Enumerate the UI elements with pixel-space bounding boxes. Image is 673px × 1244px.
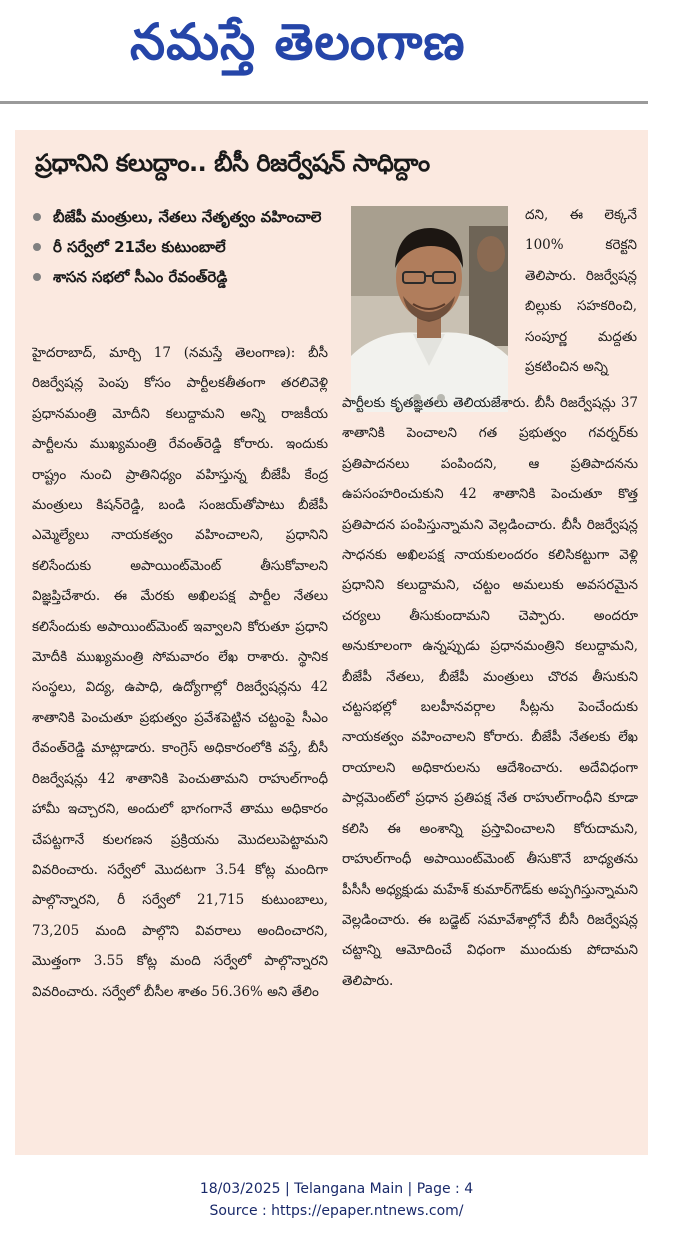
bullet-dot-icon: [33, 213, 41, 221]
footer-source-line: Source : https://epaper.ntnews.com/: [209, 1203, 464, 1219]
summary-bullet: [29, 262, 329, 292]
masthead-rule: [0, 101, 648, 104]
bullet-dot-icon: [33, 243, 41, 251]
summary-bullet: [29, 232, 329, 262]
footer-date-line: 18/03/2025 | Telangana Main | Page : 4: [199, 1181, 474, 1197]
article-headline: ప్రధానిని కలుద్దాం.. బీసీ రిజర్వేషన్ సాధిద్దాం: [35, 149, 430, 177]
newspaper-logo: నమస్తే తెలంగాణ: [130, 13, 466, 71]
bullet-text: రీ సర్వేలో 21వేల కుటుంబాలే: [53, 238, 226, 256]
portrait-image: [351, 206, 508, 412]
chief-minister-photo: [351, 206, 508, 412]
summary-bullet: [29, 202, 329, 232]
article-clipping: [15, 130, 648, 1155]
summary-bullets: [29, 202, 329, 292]
masthead: [0, 0, 673, 104]
article-body-right-column: పార్టీలకు కృతజ్ఞతలు తెలియజేశారు. బీసీ రిజర్వేషన్లు 37 శాతానికి పెంచాలని గత ప్రభుత్వం గవర్నర్‌కు ప్రతిపాదనలు పంపిందని, ఆ ప్రతిపాదనను ఉపసంహరించుకుని 42 శాతానికి పెంచుతూ కొత్త ప్రతిపాదన పంపిస్తున్నామని వెల్లడించారు. బీసీ రిజర్వేషన్ల సాధనకు అఖిలపక్ష నాయకులందరం కలిసికట్టుగా వెళ్లి ప్రధానిని కలుద్దామని, చట్టం అమలుకు అవసరమైన చర్యలు తీసుకుందామని చెప్పారు. అందరూ అనుకూలంగా ఉన్నప్పుడు ప్రధానమంత్రిని కలుద్దామని, బీజేపీ నేతలు, బీజేపీ మంత్రులు చొరవ తీసుకుని చట్టసభల్లో బలహీనవర్గాల సీట్లను పెంచేందుకు నాయకత్వం వహించాలని కోరారు. బీజేపీ నేతలకు లేఖ రాయాలని అధికారులను ఆదేశించారు. అదేవిధంగా పార్లమెంట్‌లో ప్రధాన ప్రతిపక్ష నేత రాహుల్‌గాంధీని కూడా కలిసి ఈ అంశాన్ని ప్రస్తావించాలని కోరుదామని, రాహుల్‌గాంధీ అపాయింట్‌మెంట్ తీసుకొనే బాధ్యతను పీసీసీ అధ్యక్షుడు మహేశ్ కుమార్‌గౌడ్‌కు అప్పగిస్తున్నామని వెల్లడించారు. ఈ బడ్జెట్ సమావేశాల్లోనే బీసీ రిజర్వేషన్ల చట్టాన్ని ఆమోదించే విధంగా ముందుకు పోదామని తెలిపారు.: [342, 395, 638, 989]
bullet-text: బీజేపీ మంత్రులు, నేతలు నేతృత్వం వహించాలె: [53, 208, 322, 226]
article-body-right-top: దని, ఈ లెక్కనే 100% కరెక్టని తెలిపారు. రిజర్వేషన్ల బిల్లుకు సహకరించి, సంపూర్ణ మద్దతు ప్రకటించిన అన్ని: [525, 207, 637, 376]
article-body-left-column: హైదరాబాద్, మార్చి 17 (నమస్తే తెలంగాణ): బీసీ రిజర్వేషన్ల పెంపు కోసం పార్టీలకతీతంగా తరలివెళ్లి ప్రధానమంత్రి మోదీని కలుద్దామని అన్ని రాజకీయ పార్టీలను ముఖ్యమంత్రి రేవంత్‌రెడ్డి కోరారు. ఇందుకు రాష్ట్రం నుంచి ప్రాతినిధ్యం వహిస్తున్న బీజేపీ కేంద్ర మంత్రులు కిషన్‌రెడ్డి, బండి సంజయ్‌తోపాటు బీజేపీ ఎమ్మెల్యేలు నాయకత్వం వహించాలని, ప్రధానిని కలిసేందుకు అపాయింట్‌మెంట్ తీసుకోవాలని విజ్ఞప్తిచేశారు. ఈ మేరకు అఖిలపక్ష పార్టీల నేతలు కలిసేందుకు అపాయింట్‌మెంట్ ఇవ్వాలని కోరుతూ ప్రధాని మోదీకి ముఖ్యమంత్రి సోమవారం లేఖ రాశారు. స్థానిక సంస్థలు, విద్య, ఉపాధి, ఉద్యోగాల్లో రిజర్వేషన్లను 42 శాతానికి పెంచుతూ ప్రభుత్వం ప్రవేశపెట్టిన చట్టంపై సీఎం రేవంత్‌రెడ్డి మాట్లాడారు. కాంగ్రెస్ అధికారంలోకి వస్తే, బీసీ రిజర్వేషన్లు 42 శాతానికి పెంచుతామని రాహుల్‌గాంధీ హామీ ఇచ్చారని, అందులో భాగంగానే తాము అధికారం చేపట్టగానే కులగణన ప్రక్రియను మొదలుపెట్టామని వివరించారు. సర్వేలో మొదటగా 3.54 కోట్ల మందిగా పాల్గొన్నారని, రీ సర్వేలో 21,715 కుటుంబాలు, 73,205 మంది పాల్గొని వివరాలు అందించారని, మొత్తంగా 3.55 కోట్ల మంది సర్వేలో పాల్గొన్నారని వివరించారు. సర్వేలో బీసీల శాతం 56.36% అని తేలిం: [32, 345, 328, 1000]
footer: [0, 1178, 673, 1222]
bullet-dot-icon: [33, 273, 41, 281]
bullet-text: శాసన సభలో సీఎం రేవంత్‌రెడ్డి: [53, 268, 228, 286]
